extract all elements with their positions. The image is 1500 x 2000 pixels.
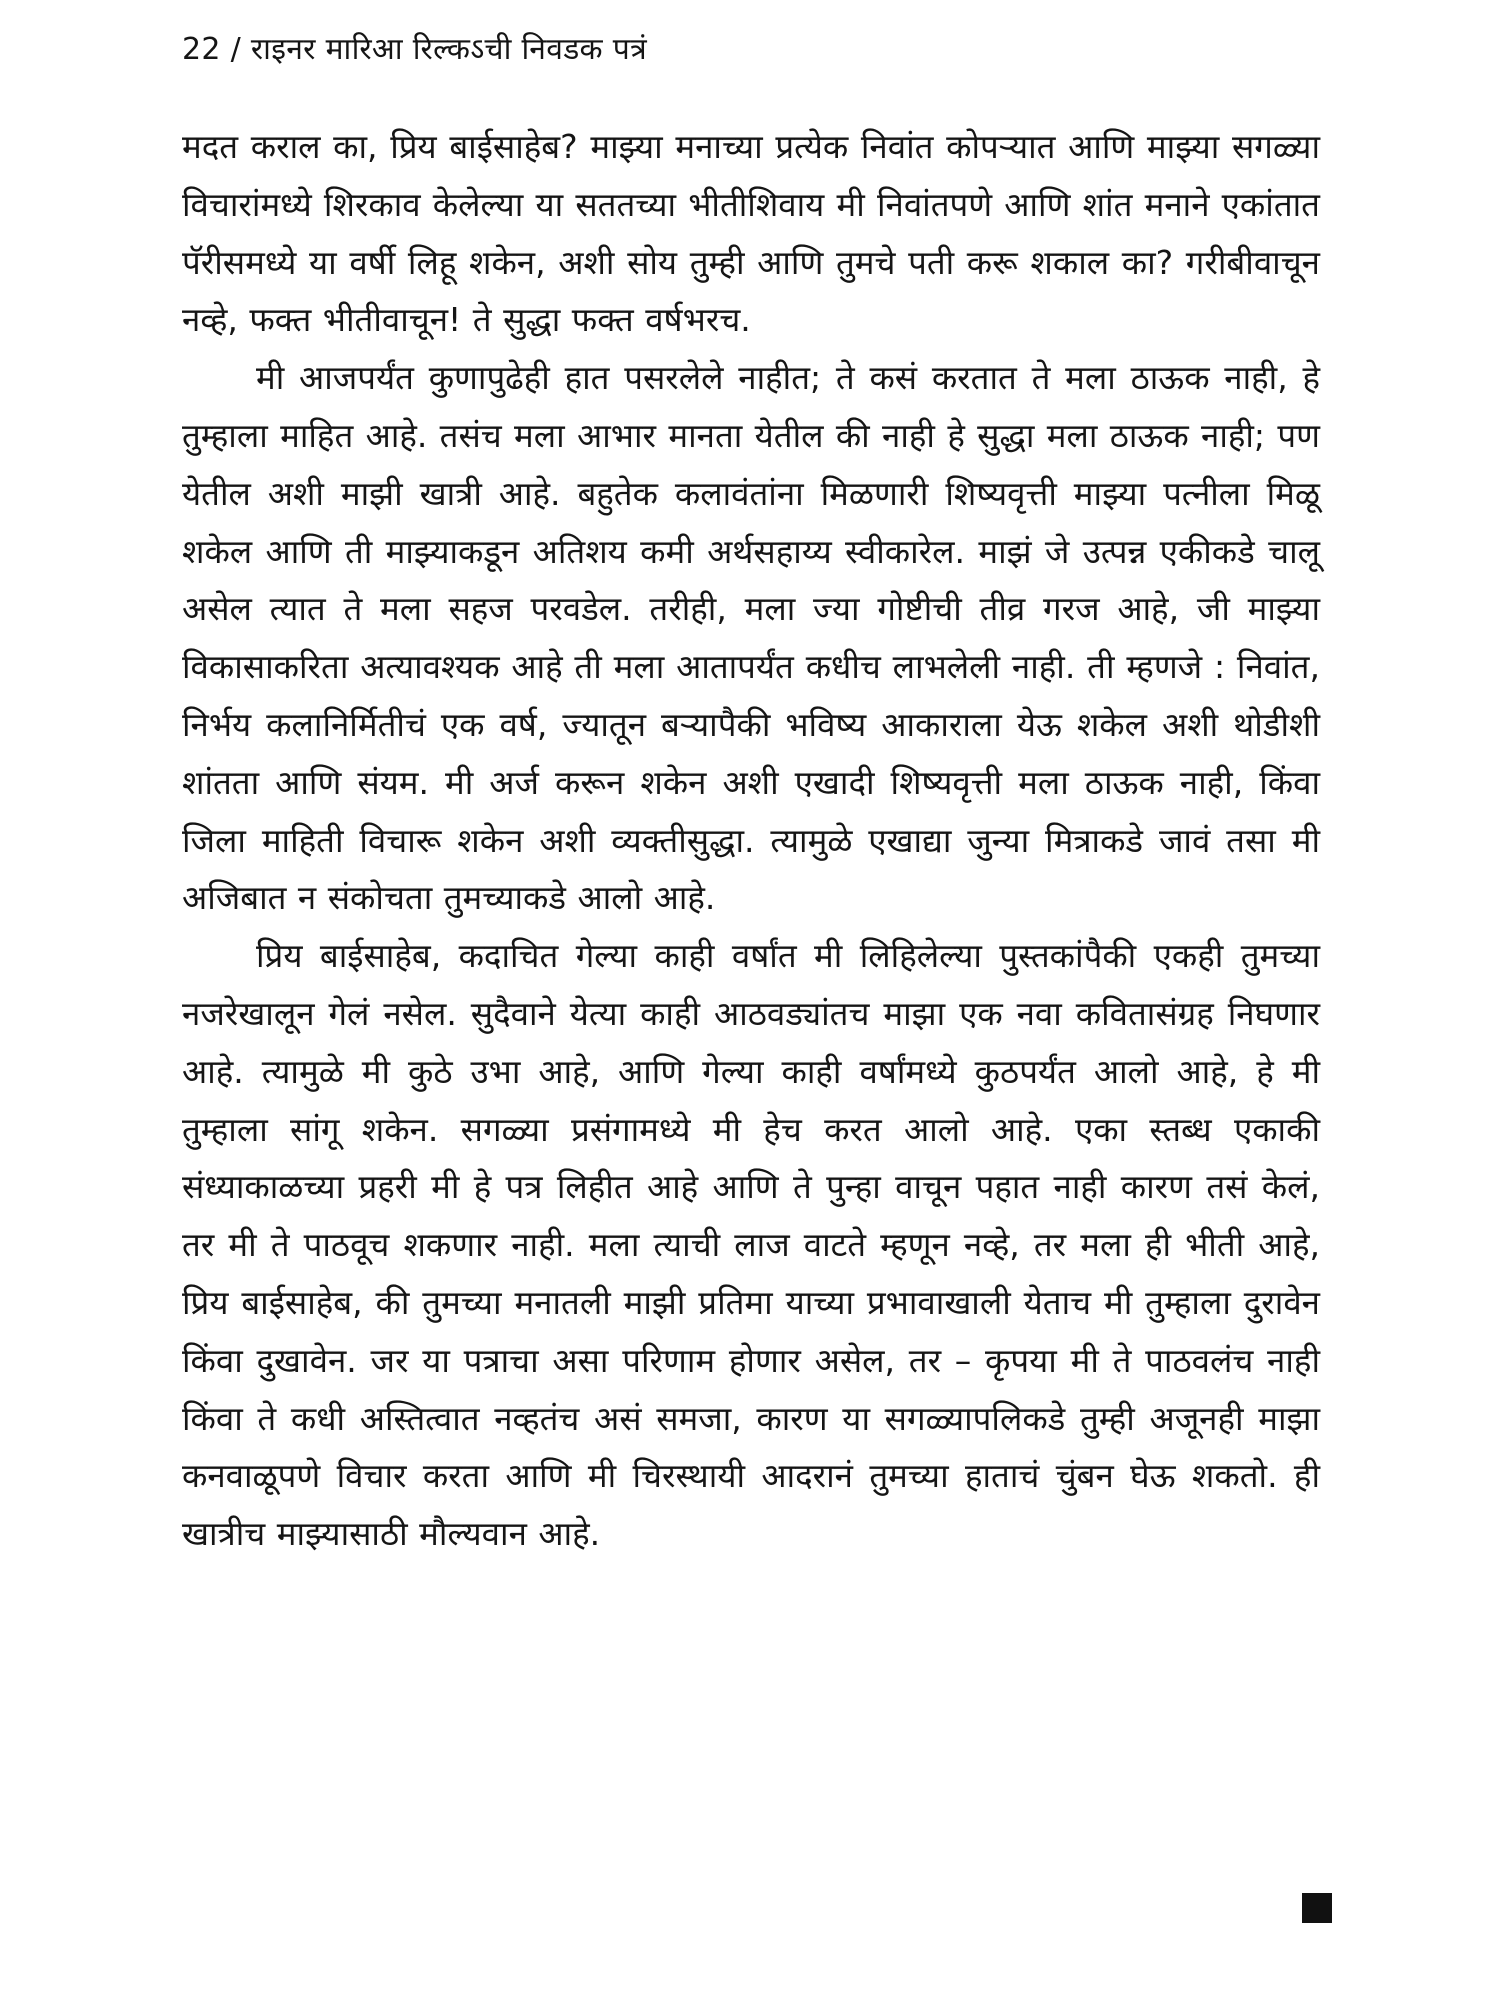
paragraph-3: प्रिय बाईसाहेब, कदाचित गेल्या काही वर्षांत मी लिहिलेल्या पुस्तकांपैकी एकही तुमच्या नजरेखालून गेलं नसेल. सुदैवाने येत्या काही आठवड्यांतच माझा एक नवा कवितासंग्रह निघणार आहे. त्यामुळे मी कुठे उभा आहे, आणि गेल्या काही वर्षांमध्ये कुठपर्यंत आलो आहे, हे मी तुम्हाला सांगू शकेन. सगळ्या प्रसंगामध्ये मी हेच करत आलो आहे. एका स्तब्ध एकाकी संध्याकाळच्या प्रहरी मी हे पत्र लिहीत आहे आणि ते पुन्हा वाचून पहात नाही कारण तसं केलं, तर मी ते पाठवूच शकणार नाही. मला त्याची लाज वाटते म्हणून नव्हे, तर मला ही भीती आहे, प्रिय बाईसाहेब, की तुमच्या मनातली माझी प्रतिमा याच्या प्रभावाखाली येताच मी तुम्हाला दुरावेन किंवा दुखावेन. जर या पत्राचा असा परिणाम होणार असेल, तर – कृपया मी ते पाठवलंच नाही किंवा ते कधी अस्तित्वात नव्हतंच असं समजा, कारण या सगळ्यापलिकडे तुम्ही अजूनही माझा कनवाळूपणे विचार करता आणि मी चिरस्थायी आदरानं तुमच्या हाताचं चुंबन घेऊ शकतो. ही खात्रीच माझ्यासाठी मौल्यवान आहे.	[182, 936, 1320, 1554]
letter-body	[182, 118, 1320, 1563]
paragraph-2: मी आजपर्यंत कुणापुढेही हात पसरलेले नाहीत; ते कसं करतात ते मला ठाऊक नाही, हे तुम्हाला माहित आहे. तसंच मला आभार मानता येतील की नाही हे सुद्धा मला ठाऊक नाही; पण येतील अशी माझी खात्री आहे. बहुतेक कलावंतांना मिळणारी शिष्यवृत्ती माझ्या पत्नीला मिळू शकेल आणि ती माझ्याकडून अतिशय कमी अर्थसहाय्य स्वीकारेल. माझं जे उत्पन्न एकीकडे चालू असेल त्यात ते मला सहज परवडेल. तरीही, मला ज्या गोष्टीची तीव्र गरज आहे, जी माझ्या विकासाकरिता अत्यावश्यक आहे ती मला आतापर्यंत कधीच लाभलेली नाही. ती म्हणजे : निवांत, निर्भय कलानिर्मितीचं एक वर्ष, ज्यातून बऱ्यापैकी भविष्य आकाराला येऊ शकेल अशी थोडीशी शांतता आणि संयम. मी अर्ज करून शकेन अशी एखादी शिष्यवृत्ती मला ठाऊक नाही, किंवा जिला माहिती विचारू शकेन अशी व्यक्तीसुद्धा. त्यामुळे एखाद्या जुन्या मित्राकडे जावं तसा मी अजिबात न संकोचता तुमच्याकडे आलो आहे.	[182, 358, 1320, 918]
running-header: 22 / राइनर मारिआ रिल्कऽची निवडक पत्रं	[182, 32, 647, 67]
paragraph-1: मदत कराल का, प्रिय बाईसाहेब? माझ्या मनाच्या प्रत्येक निवांत कोपऱ्यात आणि माझ्या सगळ्या विचारांमध्ये शिरकाव केलेल्या या सततच्या भीतीशिवाय मी निवांतपणे आणि शांत मनाने एकांतात पॅरीसमध्ये या वर्षी लिहू शकेन, अशी सोय तुम्ही आणि तुमचे पती करू शकाल का? गरीबीवाचून नव्हे, फक्त भीतीवाचून! ते सुद्धा फक्त वर्षभरच.	[182, 127, 1320, 340]
section-end-square-icon	[1302, 1893, 1332, 1923]
